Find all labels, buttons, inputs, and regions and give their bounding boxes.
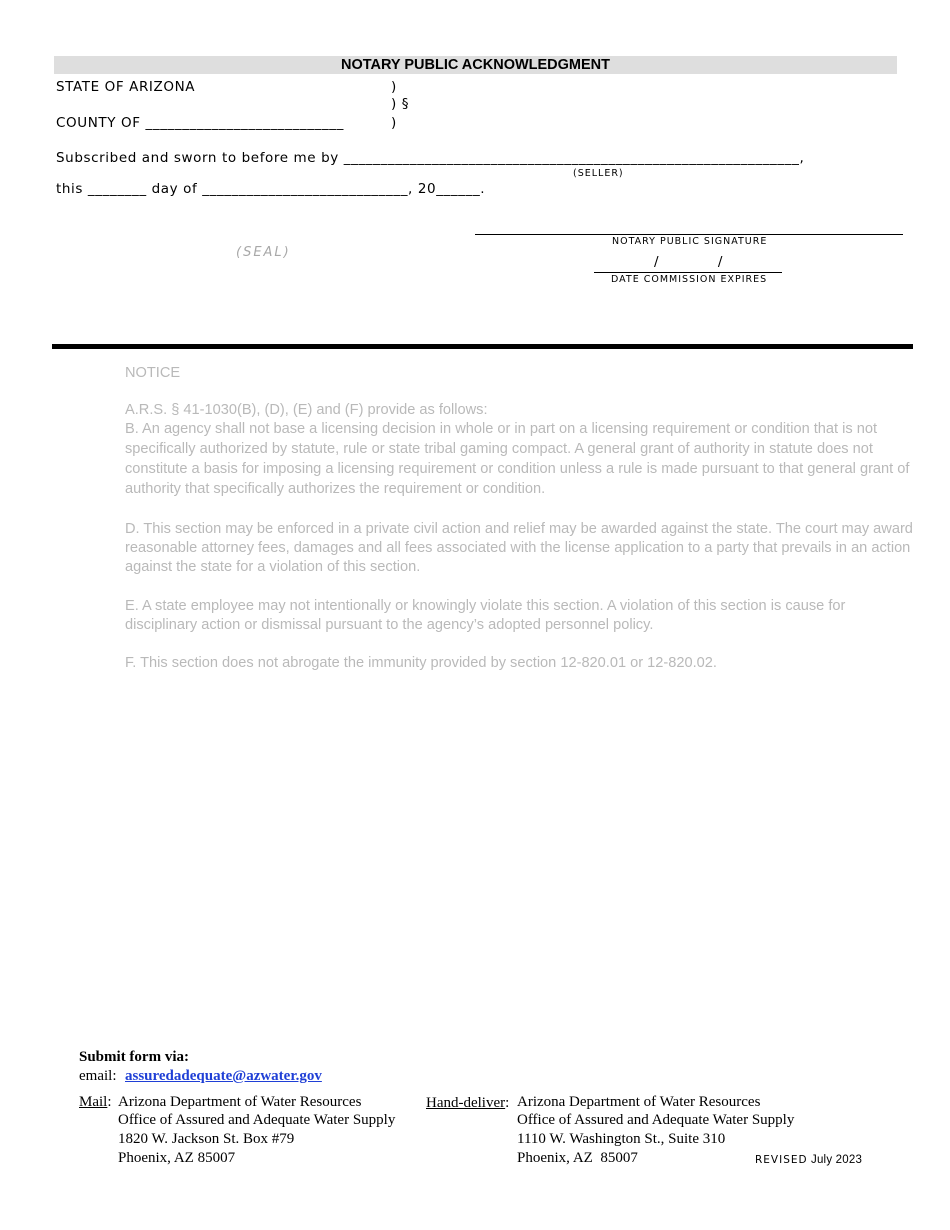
mail-address-line-4: Phoenix, AZ 85007: [118, 1150, 236, 1166]
date-commission-caption: DATE COMMISSION EXPIRES: [611, 274, 768, 285]
email-link[interactable]: assuredadequate@azwater.gov: [125, 1068, 322, 1084]
notary-signature-caption: NOTARY PUBLIC SIGNATURE: [612, 236, 768, 247]
notice-paragraph-e: E. A state employee may not intentionally or knowingly violate this section. A violation of this section is cause for disciplinary action or dismissal pursuant to the agency’s adopted personnel policy.: [125, 598, 846, 633]
submit-heading: Submit form via:: [79, 1049, 189, 1065]
notice-paragraph-d: D. This section may be enforced in a private civil action and relief may be awarded against the state. The court may award reasonable attorney fees, damages and all fees associated with the license application to a party that prevails in an action against the state for a violation of this section.: [125, 521, 913, 575]
day-date-field[interactable]: this ________ day of ____________________________, 20______.: [56, 181, 486, 197]
hand-address-line-4: Phoenix, AZ 85007: [517, 1150, 638, 1166]
county-field[interactable]: COUNTY OF ___________________________: [56, 115, 344, 131]
state-label: STATE OF ARIZONA: [56, 79, 196, 95]
section-divider: [52, 344, 913, 349]
notice-intro: A.R.S. § 41-1030(B), (D), (E) and (F) provide as follows:: [125, 402, 488, 418]
mail-label: Mail:: [79, 1094, 112, 1110]
notice-paragraph-f: F. This section does not abrogate the immunity provided by section 12-820.01 or 12-820.02.: [125, 655, 717, 671]
paren-section: ) §: [391, 96, 410, 112]
paren-1: ): [391, 79, 397, 95]
hand-address-line-2: Office of Assured and Adequate Water Supply: [517, 1112, 795, 1128]
email-label: email:: [79, 1068, 117, 1084]
mail-address-line-2: Office of Assured and Adequate Water Supply: [118, 1112, 396, 1128]
subscribed-seller-field[interactable]: Subscribed and sworn to before me by ______________________________________________________________,: [56, 150, 805, 166]
seller-caption: (SELLER): [573, 168, 624, 179]
form-title: NOTARY PUBLIC ACKNOWLEDGMENT: [54, 56, 897, 74]
hand-deliver-label: Hand-deliver:: [426, 1095, 510, 1111]
hand-address-line-1: Arizona Department of Water Resources: [517, 1094, 761, 1110]
notice-heading: NOTICE: [125, 365, 181, 381]
commission-date-field[interactable]: / /: [654, 254, 723, 270]
seal-placeholder: (SEAL): [236, 245, 291, 260]
notary-signature-line[interactable]: [475, 234, 903, 235]
commission-date-line: [594, 272, 782, 273]
hand-address-line-3: 1110 W. Washington St., Suite 310: [517, 1131, 726, 1147]
paren-3: ): [391, 115, 397, 131]
revised-date: REVISED July 2023: [755, 1154, 863, 1166]
mail-address-line-1: Arizona Department of Water Resources: [118, 1094, 362, 1110]
notice-paragraph-b: B. An agency shall not base a licensing decision in whole or in part on a licensing requirement or condition that is not specifically authorized by statute, rule or state tribal gaming compact. A general grant of authority in statute does not constitute a basis for imposing a licensing requirement or condition unless a rule is made pursuant to that general grant of authority that specifically authorizes the requirement or condition.: [125, 421, 910, 497]
mail-address-line-3: 1820 W. Jackson St. Box #79: [118, 1131, 295, 1147]
